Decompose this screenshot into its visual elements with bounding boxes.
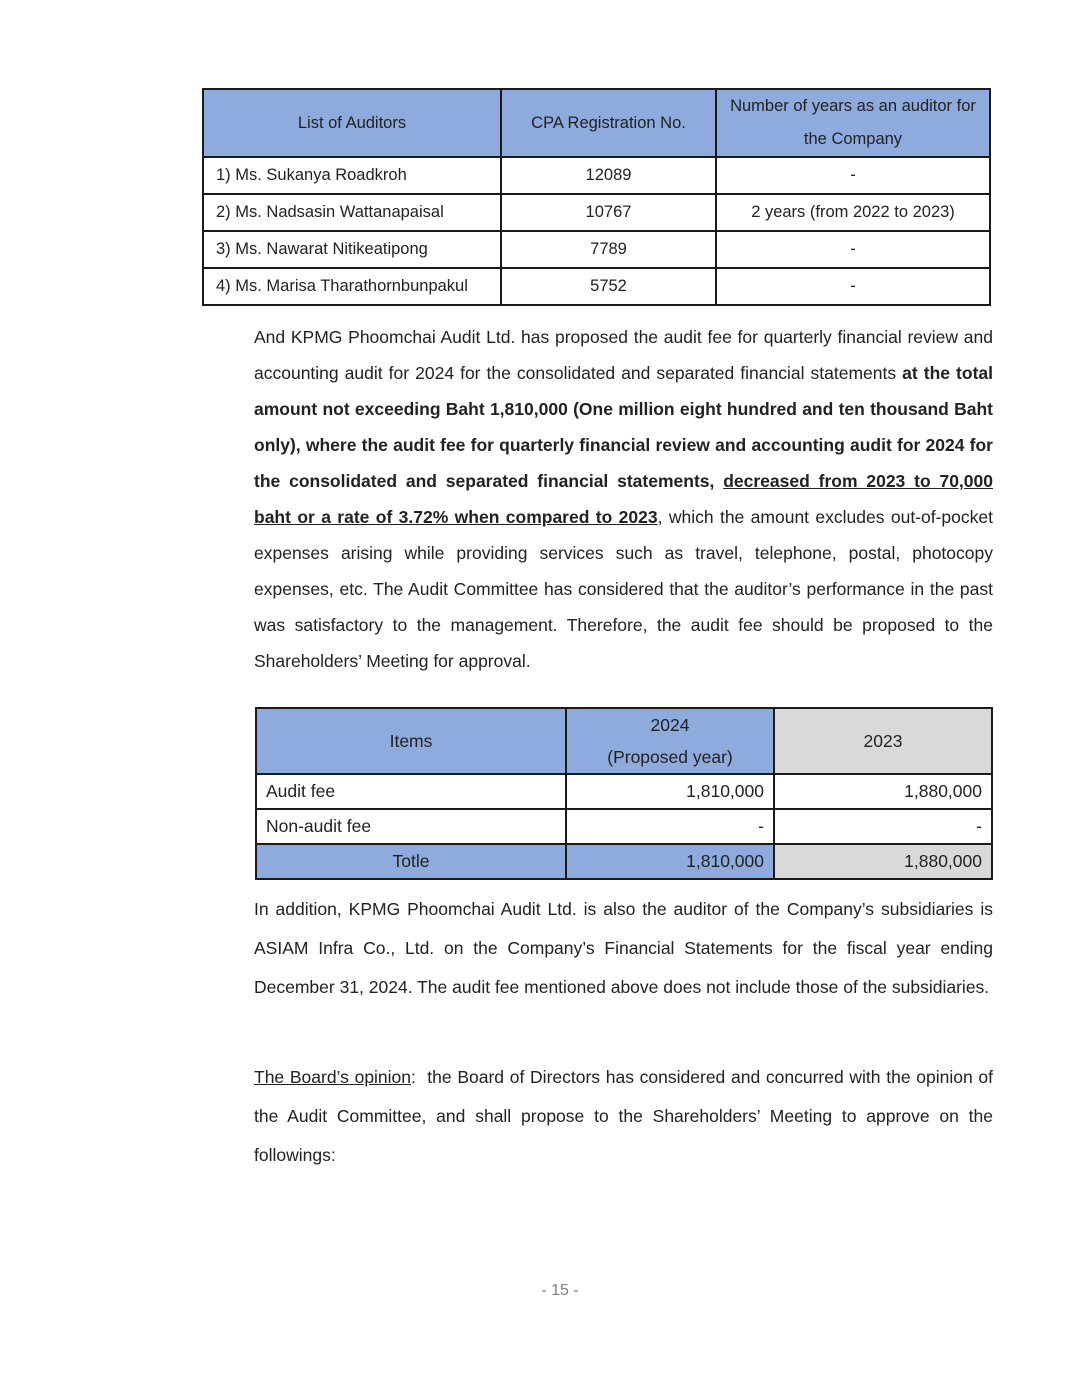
cpa-number: 7789 bbox=[501, 231, 716, 268]
paragraph-underlined-text: decreased from 2023 to 70,000 baht or a rate of 3.72% when compared to 2023 bbox=[254, 471, 993, 527]
cpa-number: 5752 bbox=[501, 268, 716, 305]
table-row bbox=[256, 809, 992, 844]
header-years-as-auditor: Number of years as an auditor for the Company bbox=[716, 89, 990, 157]
fee-2023: - bbox=[774, 809, 992, 844]
cpa-number: 10767 bbox=[501, 194, 716, 231]
auditor-name: 2) Ms. Nadsasin Wattanapaisal bbox=[203, 194, 501, 231]
header-items: Items bbox=[256, 708, 566, 774]
total-row bbox=[256, 844, 992, 879]
paragraph-bold-text: at the total amount not exceeding Baht 1,810,000 (One million eight hundred and ten thousand Baht only), where the audit fee for quarterly financial review and accounting audit for 2024 for the consolidated and separated financial statements, bbox=[254, 363, 993, 491]
auditor-name: 4) Ms. Marisa Tharathornbunpakul bbox=[203, 268, 501, 305]
board-opinion-text: the Board of Directors has considered and concurred with the opinion of the Audit Committee, and shall propose to the Shareholders’ Meeting to approve on the followings: bbox=[254, 1067, 998, 1165]
cpa-number: 12089 bbox=[501, 157, 716, 194]
header-2023: 2023 bbox=[774, 708, 992, 774]
auditor-name: 3) Ms. Nawarat Nitikeatipong bbox=[203, 231, 501, 268]
table-row bbox=[203, 268, 990, 305]
auditor-years: - bbox=[716, 157, 990, 194]
table-row bbox=[203, 157, 990, 194]
header-cpa-registration: CPA Registration No. bbox=[501, 89, 716, 157]
fee-2023: 1,880,000 bbox=[774, 774, 992, 809]
auditor-years: 2 years (from 2022 to 2023) bbox=[716, 194, 990, 231]
table-row bbox=[203, 231, 990, 268]
page-number: - 15 - bbox=[541, 1282, 579, 1299]
fee-table bbox=[255, 707, 993, 880]
total-2024: 1,810,000 bbox=[566, 844, 774, 879]
paragraph-text: , which the amount excludes out-of-pocket expenses arising while providing services such as travel, telephone, postal, photocopy expenses, etc. The Audit Committee has considered that the auditor’s performance in the past was satisfactory to the management. Therefore, the audit fee should be proposed to the Shareholders’ Meeting for approval. bbox=[254, 507, 993, 671]
header-2024-note: (Proposed year) bbox=[607, 747, 733, 767]
fee-2024: 1,810,000 bbox=[566, 774, 774, 809]
table-row bbox=[256, 774, 992, 809]
audit-fee-paragraph bbox=[254, 319, 993, 679]
paragraph-text: And KPMG Phoomchai Audit Ltd. has proposed the audit fee for quarterly financial review and accounting audit for 2024 for the consolidated and separated financial statements bbox=[254, 327, 993, 383]
auditor-years: - bbox=[716, 231, 990, 268]
header-2024 bbox=[566, 708, 774, 774]
board-opinion-label: The Board’s opinion bbox=[254, 1067, 412, 1087]
auditor-name: 1) Ms. Sukanya Roadkroh bbox=[203, 157, 501, 194]
fee-header-row bbox=[256, 708, 992, 774]
header-2024-year: 2024 bbox=[650, 715, 690, 735]
fee-item: Audit fee bbox=[256, 774, 566, 809]
subsidiaries-paragraph: In addition, KPMG Phoomchai Audit Ltd. is also the auditor of the Company’s subsidiaries is ASIAM Infra Co., Ltd. on the Company’s Financial Statements for the fiscal year ending December 31, 2024. The audit fee mentioned above does not include those of the subsidiaries. bbox=[254, 899, 993, 997]
auditors-table bbox=[202, 88, 991, 306]
auditor-years: - bbox=[716, 268, 990, 305]
board-opinion-paragraph bbox=[254, 1058, 998, 1175]
fee-item: Non-audit fee bbox=[256, 809, 566, 844]
board-opinion-colon: : bbox=[411, 1067, 416, 1087]
header-list-of-auditors: List of Auditors bbox=[203, 89, 501, 157]
total-label: Totle bbox=[256, 844, 566, 879]
table-row bbox=[203, 194, 990, 231]
auditors-header-row bbox=[203, 89, 990, 157]
total-2023: 1,880,000 bbox=[774, 844, 992, 879]
fee-2024: - bbox=[566, 809, 774, 844]
